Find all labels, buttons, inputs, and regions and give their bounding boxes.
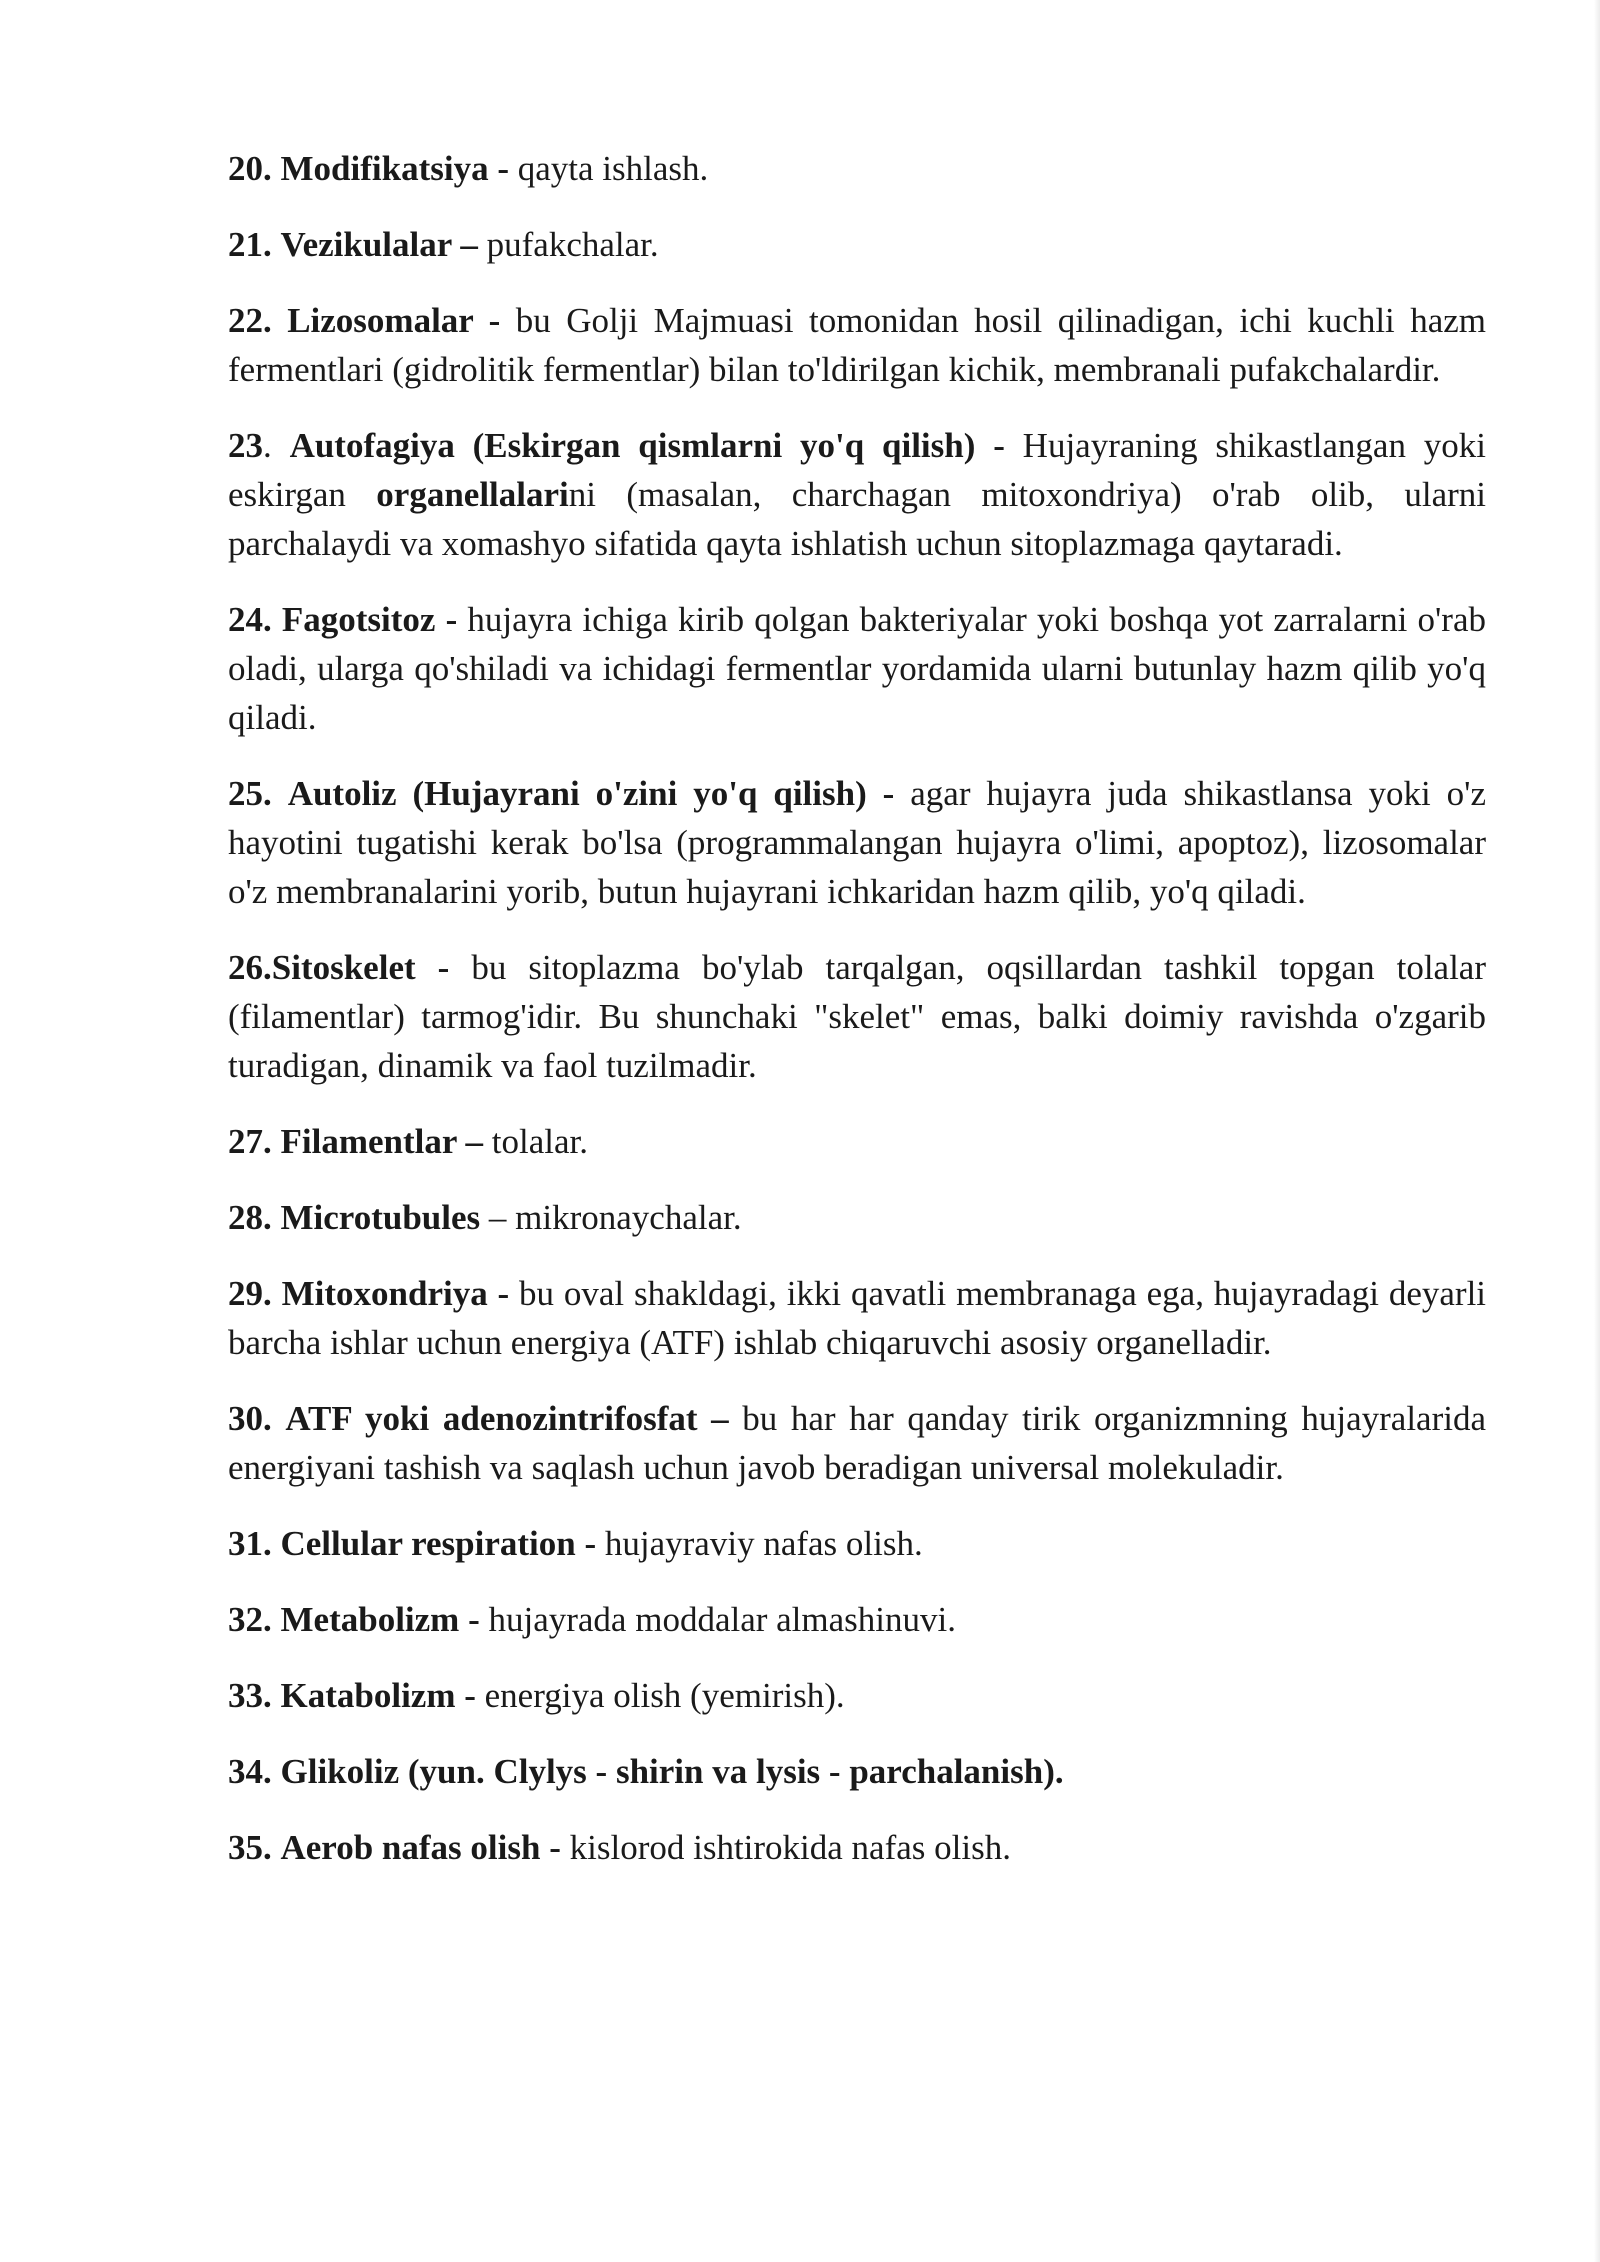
glossary-entry-25 [228, 769, 1486, 916]
entry-number: 24. [228, 600, 272, 639]
glossary-entry-31 [228, 1519, 1486, 1568]
entry-separator: - [459, 1600, 489, 1639]
entry-number: 23 [228, 426, 263, 465]
entry-definition-part-a: Hujayraning shikastlangan yoki eskirgan [228, 426, 1486, 514]
entry-separator: – [456, 1122, 492, 1161]
entry-number: 21. [228, 225, 272, 264]
entry-term: Modifikatsiya [280, 149, 489, 188]
glossary-entry-24 [228, 595, 1486, 742]
entry-separator: - [435, 600, 468, 639]
entry-separator: - [488, 149, 518, 188]
page-edge-shadow [1594, 0, 1600, 2262]
entry-separator: - [575, 1524, 605, 1563]
entry-definition: hujayra ichiga kirib qolgan bakteriyalar yoki boshqa yot zarralarni o'rab oladi, ularga qo'shiladi va ichidagi fermentlar yordamida ularni butunlay hazm qilib yo'q qiladi. [228, 600, 1487, 737]
glossary-entry-27 [228, 1117, 1486, 1166]
entry-term: Autofagiya (Eskirgan qismlarni yo'q qilish) [289, 426, 976, 465]
entry-definition-bold: organellalari [376, 475, 569, 514]
entry-number: 22. [228, 301, 272, 340]
glossary-entry-26 [228, 943, 1486, 1090]
entry-separator: - [455, 1676, 485, 1715]
entry-number-dot: . [263, 426, 290, 465]
entry-separator: - [487, 1274, 520, 1313]
entry-separator: - [866, 774, 911, 813]
entry-definition-part-b: ni (masalan, charchagan mitoxondriya) o'rab olib, ularni parchalaydi va xomashyo sifatida qayta ishlatish uchun sitoplazmaga qaytaradi. [228, 475, 1486, 563]
glossary-entry-28 [228, 1193, 1486, 1242]
entry-term: Sitoskelet [271, 948, 416, 987]
glossary-entry-21 [228, 220, 1486, 269]
entry-term: Lizosomalar [287, 301, 474, 340]
entry-definition: hujayraviy nafas olish. [604, 1524, 923, 1563]
entry-separator: – [697, 1399, 743, 1438]
entry-number: 32. [228, 1600, 272, 1639]
entry-number: 35. [228, 1828, 272, 1867]
entry-number: 30. [228, 1399, 272, 1438]
entry-term: Filamentlar [280, 1122, 457, 1161]
entry-term: Vezikulalar [280, 225, 452, 264]
glossary-list [228, 144, 1486, 1899]
entry-definition: bu Golji Majmuasi tomonidan hosil qilinadigan, ichi kuchli hazm fermentlari (gidrolitik fermentlar) bilan to'ldirilgan kichik, membranali pufakchalardir. [228, 301, 1487, 389]
entry-term: Aerob nafas olish [280, 1828, 541, 1867]
entry-definition: energiya olish (yemirish). [484, 1676, 845, 1715]
entry-number: 31. [228, 1524, 272, 1563]
entry-term: Cellular respiration [280, 1524, 576, 1563]
entry-term: Autoliz (Hujayrani o'zini yo'q qilish) [287, 774, 867, 813]
entry-number: 33. [228, 1676, 272, 1715]
glossary-entry-35 [228, 1823, 1486, 1872]
glossary-entry-30 [228, 1394, 1486, 1492]
glossary-entry-34 [228, 1747, 1486, 1796]
entry-definition: tolalar. [491, 1122, 588, 1161]
entry-number: 20. [228, 149, 272, 188]
glossary-entry-22 [228, 296, 1486, 394]
entry-term: Fagotsitoz [281, 600, 436, 639]
glossary-entry-33 [228, 1671, 1486, 1720]
entry-number: 28. [228, 1198, 272, 1237]
entry-term: ATF yoki adenozintrifosfat [285, 1399, 698, 1438]
glossary-entry-20 [228, 144, 1486, 193]
entry-number: 34. [228, 1752, 272, 1791]
entry-separator: – [451, 225, 487, 264]
entry-number: 26. [228, 948, 272, 987]
entry-term: Metabolizm [280, 1600, 460, 1639]
entry-number: 29. [228, 1274, 272, 1313]
entry-definition: bu oval shakldagi, ikki qavatli membranaga ega, hujayradagi deyarli barcha ishlar uchun energiya (ATF) ishlab chiqaruvchi asosiy organelladir. [228, 1274, 1487, 1362]
entry-definition: agar hujayra juda shikastlansa yoki o'z hayotini tugatishi kerak bo'lsa (programmalangan hujayra o'limi, apoptoz), lizosomalar o'z membranalarini yorib, butun hujayrani ichkaridan hazm qilib, yo'q qiladi. [228, 774, 1487, 911]
entry-separator: - [975, 426, 1023, 465]
entry-definition: bu har har qanday tirik organizmning hujayralarida energiyani tashish va saqlash uchun javob beradigan universal molekuladir. [228, 1399, 1487, 1487]
entry-separator: - [540, 1828, 570, 1867]
entry-definition: kislorod ishtirokida nafas olish. [569, 1828, 1011, 1867]
glossary-entry-29 [228, 1269, 1486, 1367]
entry-separator: – [480, 1198, 516, 1237]
entry-definition: mikronaychalar. [515, 1198, 742, 1237]
entry-separator: - [473, 301, 516, 340]
entry-number: 25. [228, 774, 272, 813]
entry-term: Microtubules [280, 1198, 481, 1237]
entry-term: Katabolizm [280, 1676, 456, 1715]
entry-definition: hujayrada moddalar almashinuvi. [488, 1600, 956, 1639]
entry-definition: pufakchalar. [486, 225, 659, 264]
entry-definition: qayta ishlash. [517, 149, 709, 188]
entry-separator: - [415, 948, 472, 987]
glossary-entry-23 [228, 421, 1486, 568]
entry-term: Mitoxondriya [281, 1274, 488, 1313]
entry-term: Glikoliz (yun. Clylys - shirin va lysis - parchalanish). [280, 1752, 1064, 1791]
glossary-entry-32 [228, 1595, 1486, 1644]
entry-definition: bu sitoplazma bo'ylab tarqalgan, oqsillardan tashkil topgan tolalar (filamentlar) tarmog'idir. Bu shunchaki "skelet" emas, balki doimiy ravishda o'zgarib turadigan, dinamik va faol tuzilmadir. [228, 948, 1486, 1085]
entry-number: 27. [228, 1122, 272, 1161]
